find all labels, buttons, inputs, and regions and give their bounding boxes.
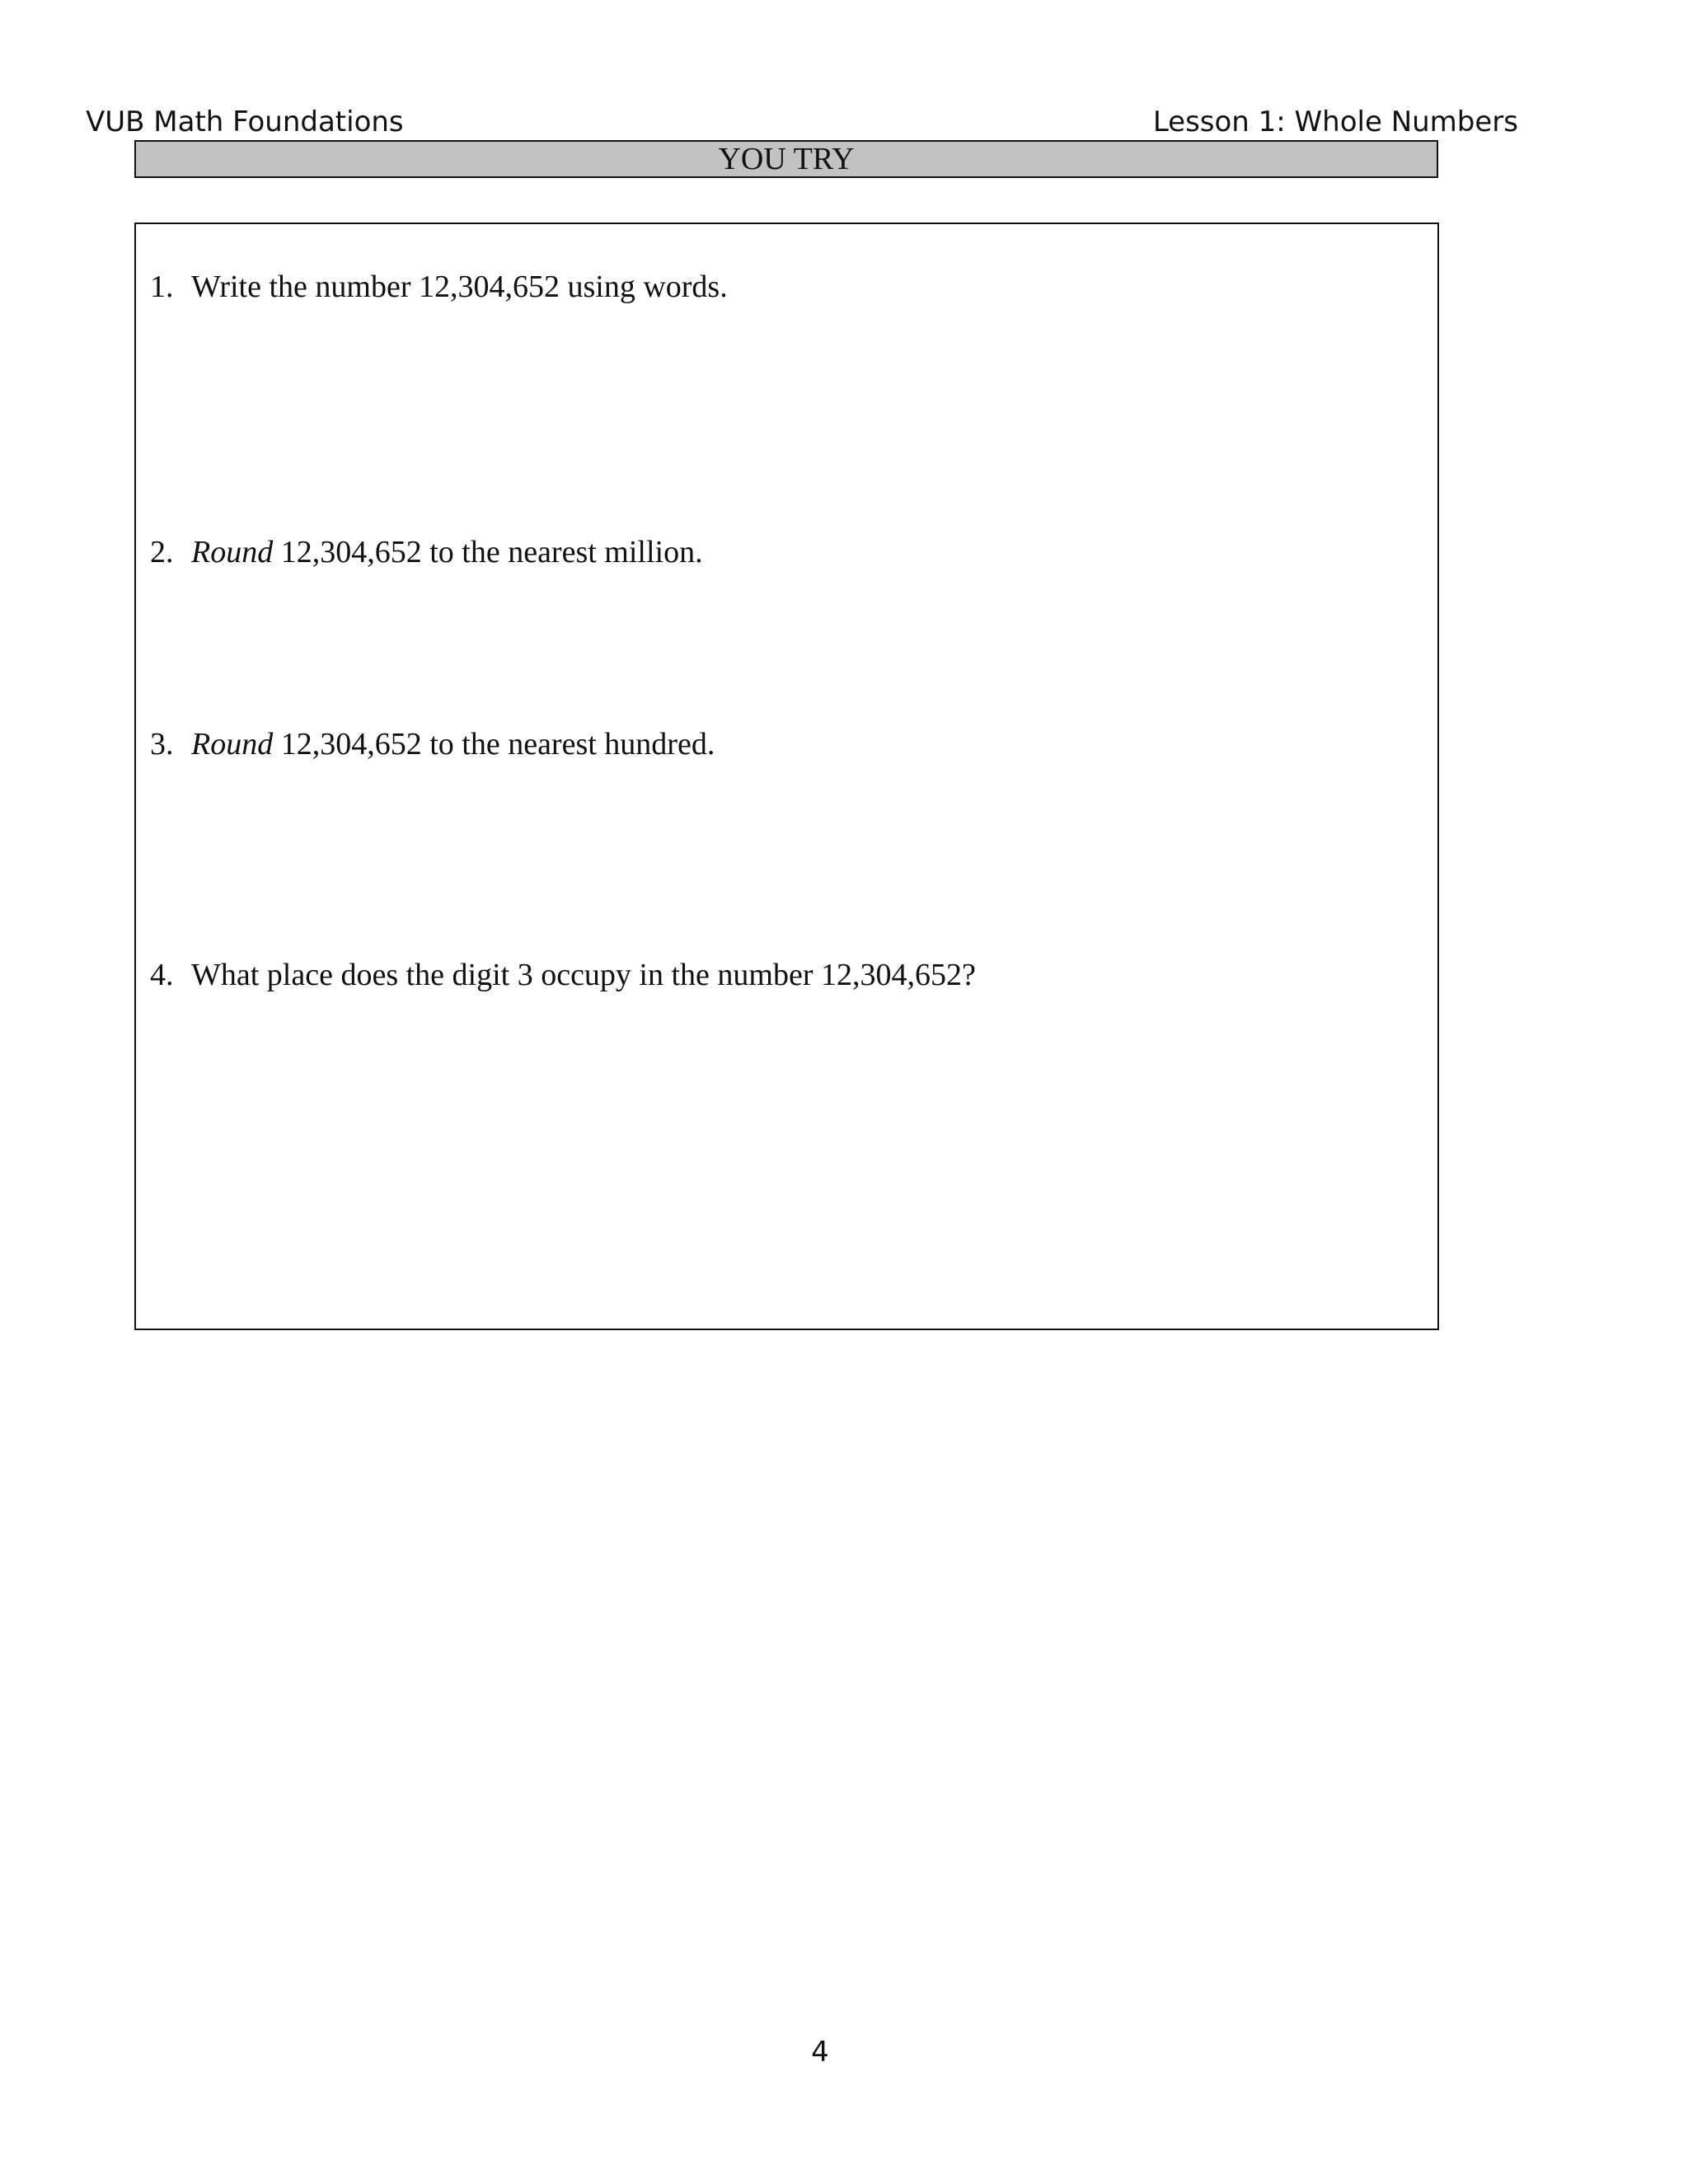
problem-text: What place does the digit 3 occupy in the number 12,304,652? <box>191 958 976 992</box>
problem-text: Write the number 12,304,652 using words. <box>191 269 728 304</box>
problem-text: 12,304,652 to the nearest hundred. <box>273 727 715 762</box>
page-number: 4 <box>811 2036 829 2069</box>
running-header <box>86 102 1518 142</box>
banner-title: YOU TRY <box>718 142 855 176</box>
problem-keyword: Round <box>191 727 274 762</box>
problem-number: 4. <box>150 958 174 992</box>
problem-4 <box>150 955 976 995</box>
problem-number: 3. <box>150 727 174 762</box>
problem-1 <box>150 267 728 307</box>
problem-number: 1. <box>150 269 174 304</box>
course-title: VUB Math Foundations <box>86 105 404 138</box>
you-try-banner <box>134 140 1438 178</box>
problem-text: 12,304,652 to the nearest million. <box>273 535 703 569</box>
problem-number: 2. <box>150 535 174 569</box>
lesson-title: Lesson 1: Whole Numbers <box>1152 105 1518 138</box>
problem-keyword: Round <box>191 535 274 569</box>
you-try-box <box>134 223 1439 1330</box>
problem-2 <box>150 532 703 572</box>
problem-3 <box>150 724 715 764</box>
